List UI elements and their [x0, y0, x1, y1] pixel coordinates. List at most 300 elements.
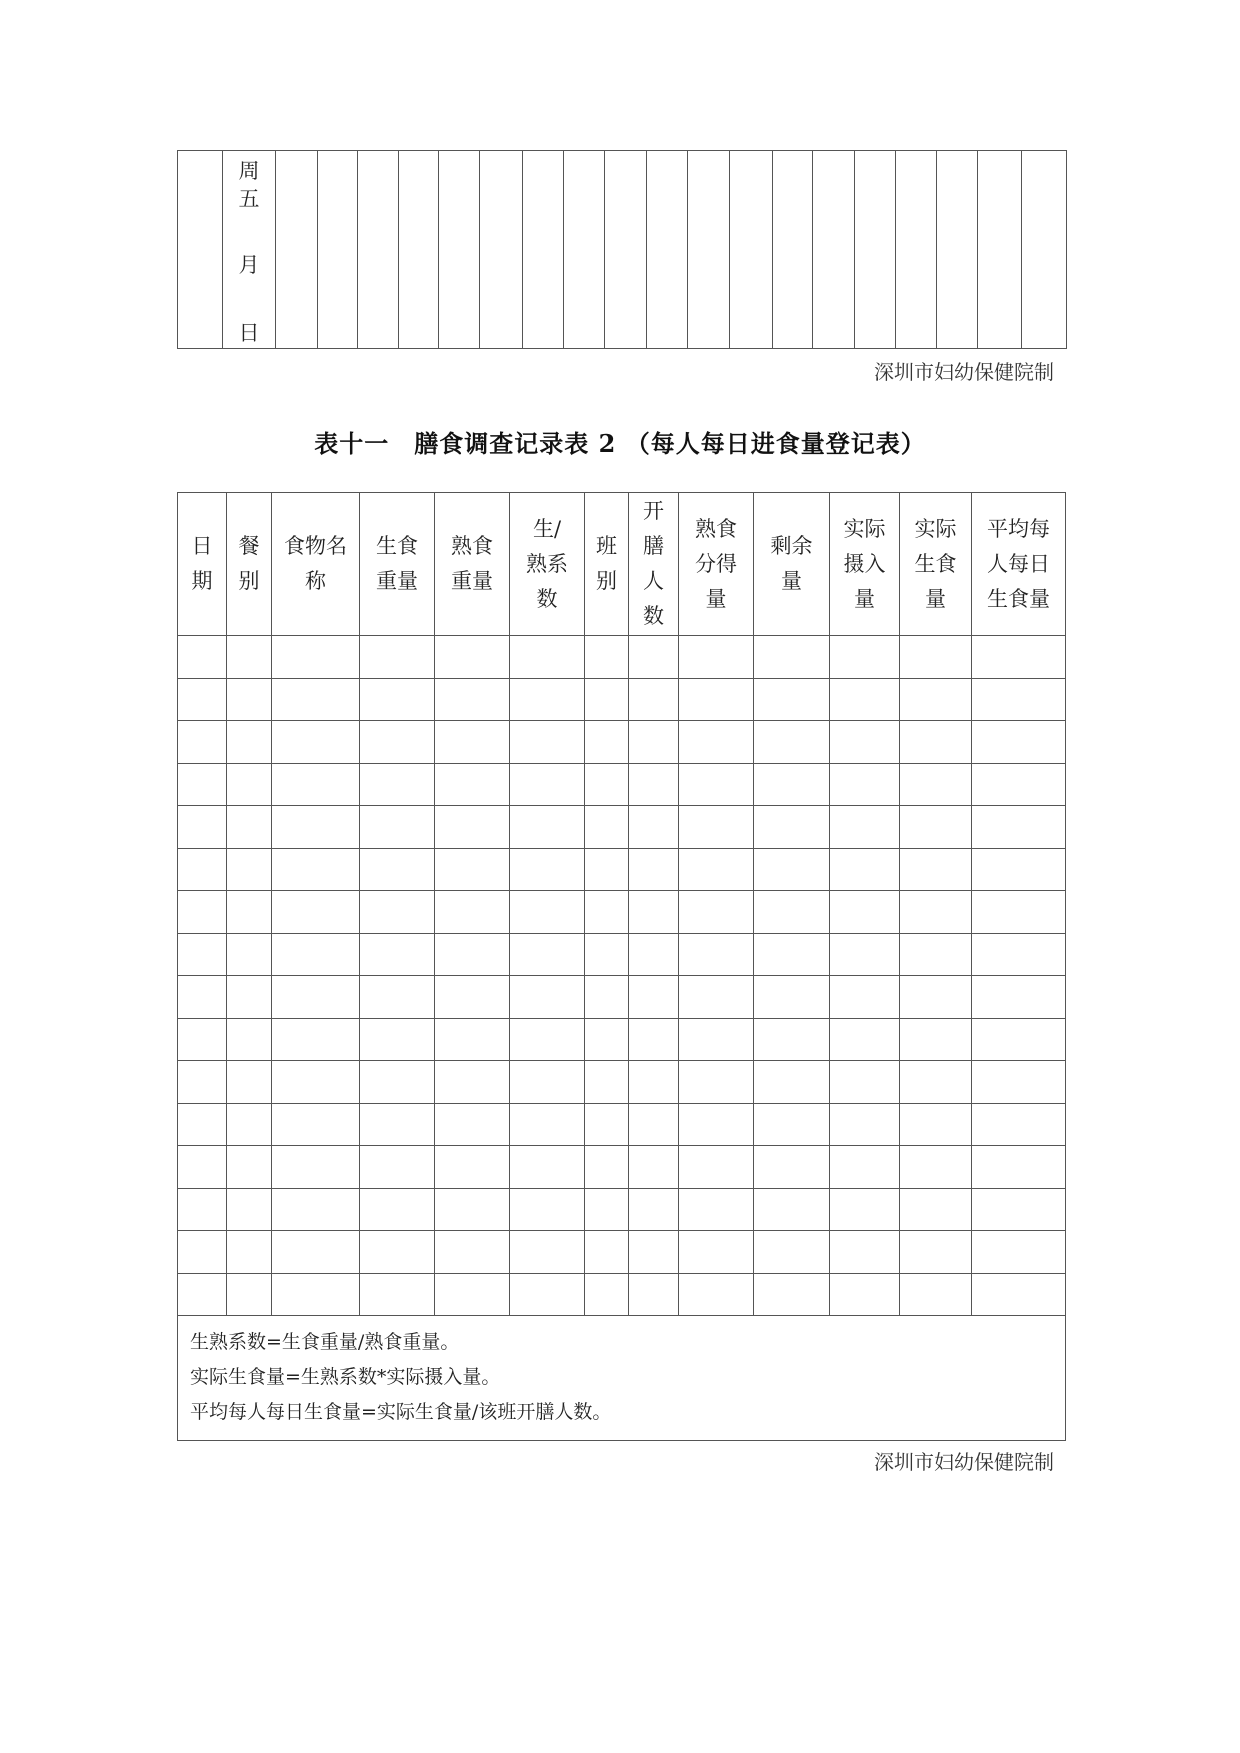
entry-cell[interactable] [972, 763, 1066, 806]
entry-cell[interactable] [679, 763, 754, 806]
entry-cell[interactable] [679, 1103, 754, 1146]
entry-cell[interactable] [754, 1103, 830, 1146]
empty-cell [730, 151, 772, 349]
entry-cell[interactable] [972, 678, 1066, 721]
entry-cell[interactable] [679, 1188, 754, 1231]
empty-cell [646, 151, 687, 349]
entry-cell[interactable] [585, 721, 629, 764]
column-header-line: 日 [191, 534, 213, 558]
entry-cell[interactable] [510, 806, 585, 849]
entry-cell[interactable] [510, 636, 585, 679]
column-header-line: 生食 [376, 534, 418, 558]
day-cell [223, 151, 275, 349]
entry-cell[interactable] [435, 1146, 510, 1189]
entry-cell[interactable] [900, 763, 972, 806]
empty-cell [978, 151, 1022, 349]
table-row [178, 1273, 1066, 1316]
column-header-line: 量 [925, 586, 946, 611]
entry-cell[interactable] [360, 636, 435, 679]
entry-cell[interactable] [972, 636, 1066, 679]
entry-cell[interactable] [360, 678, 435, 721]
empty-cell [178, 151, 223, 349]
entry-cell[interactable] [754, 933, 830, 976]
weekly-record-table-continued [177, 150, 1067, 349]
entry-cell[interactable] [679, 848, 754, 891]
entry-cell[interactable] [227, 636, 272, 679]
column-header [900, 493, 972, 636]
entry-cell[interactable] [510, 1018, 585, 1061]
entry-cell[interactable] [360, 1018, 435, 1061]
entry-cell[interactable] [629, 1273, 679, 1316]
entry-cell[interactable] [360, 806, 435, 849]
entry-cell[interactable] [972, 1231, 1066, 1274]
table-row [178, 1231, 1066, 1274]
entry-cell[interactable] [679, 891, 754, 934]
entry-cell[interactable] [585, 1188, 629, 1231]
entry-cell[interactable] [679, 678, 754, 721]
entry-cell[interactable] [227, 721, 272, 764]
entry-cell[interactable] [272, 1188, 360, 1231]
column-header [972, 493, 1066, 636]
entry-cell[interactable] [435, 1103, 510, 1146]
entry-cell[interactable] [754, 763, 830, 806]
entry-cell[interactable] [227, 848, 272, 891]
entry-cell[interactable] [679, 1018, 754, 1061]
entry-cell[interactable] [629, 763, 679, 806]
entry-cell[interactable] [178, 678, 227, 721]
entry-cell[interactable] [900, 636, 972, 679]
entry-cell[interactable] [754, 1146, 830, 1189]
entry-cell[interactable] [272, 848, 360, 891]
entry-cell[interactable] [830, 1188, 900, 1231]
formula-notes [178, 1316, 1066, 1441]
entry-cell[interactable] [754, 636, 830, 679]
empty-cell [772, 151, 812, 349]
entry-cell[interactable] [360, 721, 435, 764]
table-row [178, 933, 1066, 976]
entry-cell[interactable] [178, 636, 227, 679]
entry-cell[interactable] [227, 1061, 272, 1104]
table-row [178, 678, 1066, 721]
entry-cell[interactable] [178, 1231, 227, 1274]
entry-cell[interactable] [972, 933, 1066, 976]
formula-note: 实际生食量=生熟系数*实际摄入量。 [190, 1366, 501, 1388]
column-header-line: 平均每 [987, 516, 1050, 541]
entry-cell[interactable] [629, 933, 679, 976]
entry-cell[interactable] [629, 1231, 679, 1274]
table-row [178, 636, 1066, 679]
entry-cell[interactable] [754, 1018, 830, 1061]
entry-cell[interactable] [178, 1103, 227, 1146]
entry-cell[interactable] [227, 1231, 272, 1274]
entry-cell[interactable] [830, 891, 900, 934]
entry-cell[interactable] [972, 1146, 1066, 1189]
entry-cell[interactable] [178, 1018, 227, 1061]
entry-cell[interactable] [227, 1188, 272, 1231]
entry-cell[interactable] [360, 1188, 435, 1231]
column-header-line: 分得 [695, 551, 737, 576]
column-header-line: 数 [643, 604, 664, 628]
entry-cell[interactable] [435, 1273, 510, 1316]
entry-cell[interactable] [900, 1188, 972, 1231]
entry-cell[interactable] [830, 1018, 900, 1061]
friday-row [178, 151, 1067, 349]
entry-cell[interactable] [272, 806, 360, 849]
column-header-line: 餐 [238, 534, 260, 558]
empty-cell [318, 151, 358, 349]
table-title: 表十一 膳食调查记录表 2 （每人每日进食量登记表） [314, 429, 926, 458]
entry-cell[interactable] [629, 1061, 679, 1104]
entry-cell[interactable] [435, 976, 510, 1019]
entry-cell[interactable] [972, 976, 1066, 1019]
entry-cell[interactable] [435, 933, 510, 976]
entry-cell[interactable] [585, 763, 629, 806]
entry-cell[interactable] [754, 678, 830, 721]
entry-cell[interactable] [972, 1061, 1066, 1104]
column-header-line: 别 [238, 569, 260, 593]
entry-cell[interactable] [585, 1273, 629, 1316]
entry-cell[interactable] [830, 721, 900, 764]
entry-cell[interactable] [679, 1273, 754, 1316]
entry-cell[interactable] [830, 1061, 900, 1104]
entry-cell[interactable] [435, 806, 510, 849]
entry-cell[interactable] [830, 806, 900, 849]
entry-cell[interactable] [900, 806, 972, 849]
notes-row [178, 1316, 1066, 1441]
entry-cell[interactable] [679, 806, 754, 849]
column-header-line: 实际 [914, 516, 957, 541]
entry-cell[interactable] [435, 721, 510, 764]
entry-cell[interactable] [900, 933, 972, 976]
empty-cell [687, 151, 729, 349]
entry-cell[interactable] [510, 721, 585, 764]
table-row [178, 1146, 1066, 1189]
empty-cell [855, 151, 895, 349]
entry-cell[interactable] [830, 933, 900, 976]
entry-cell[interactable] [679, 976, 754, 1019]
table-row [178, 1103, 1066, 1146]
table-row [178, 848, 1066, 891]
day-label-char: 日 [238, 321, 260, 345]
entry-cell[interactable] [510, 848, 585, 891]
entry-cell[interactable] [679, 1146, 754, 1189]
entry-cell[interactable] [360, 1146, 435, 1189]
column-header-line: 剩余 [770, 534, 813, 558]
entry-cell[interactable] [830, 1103, 900, 1146]
column-header [227, 493, 272, 636]
entry-cell[interactable] [585, 1146, 629, 1189]
entry-cell[interactable] [585, 976, 629, 1019]
column-header-line: 重量 [451, 569, 493, 593]
entry-cell[interactable] [360, 1103, 435, 1146]
entry-cell[interactable] [227, 678, 272, 721]
column-header-line: 期 [191, 569, 213, 593]
entry-cell[interactable] [272, 1273, 360, 1316]
entry-cell[interactable] [178, 721, 227, 764]
column-header-line: 实际 [843, 516, 886, 541]
entry-cell[interactable] [585, 1061, 629, 1104]
column-header-line: 熟食 [695, 516, 737, 541]
entry-cell[interactable] [178, 806, 227, 849]
empty-cell [398, 151, 438, 349]
column-header-line: 生食量 [987, 586, 1050, 611]
entry-cell[interactable] [435, 1188, 510, 1231]
empty-cell [275, 151, 317, 349]
entry-cell[interactable] [679, 636, 754, 679]
entry-cell[interactable] [272, 721, 360, 764]
entry-cell[interactable] [585, 678, 629, 721]
entry-cell[interactable] [178, 1273, 227, 1316]
entry-cell[interactable] [272, 1018, 360, 1061]
entry-cell[interactable] [972, 806, 1066, 849]
entry-cell[interactable] [227, 1018, 272, 1061]
table-row [178, 806, 1066, 849]
column-header-line: 摄入 [843, 551, 886, 576]
entry-cell[interactable] [178, 1061, 227, 1104]
column-header [830, 493, 900, 636]
entry-cell[interactable] [360, 933, 435, 976]
column-header-line: 生/ [532, 516, 562, 541]
empty-cell [1022, 151, 1067, 349]
entry-cell[interactable] [585, 933, 629, 976]
entry-cell[interactable] [178, 933, 227, 976]
entry-cell[interactable] [830, 1146, 900, 1189]
entry-cell[interactable] [754, 806, 830, 849]
entry-cell[interactable] [754, 721, 830, 764]
entry-cell[interactable] [629, 1188, 679, 1231]
table-row [178, 721, 1066, 764]
column-header [754, 493, 830, 636]
entry-cell[interactable] [629, 976, 679, 1019]
column-header-line: 班 [596, 534, 617, 558]
column-header [178, 493, 227, 636]
column-header-line: 别 [596, 569, 617, 593]
table-row [178, 1188, 1066, 1231]
column-header-line: 称 [305, 569, 326, 593]
entry-cell[interactable] [510, 1146, 585, 1189]
entry-cell[interactable] [227, 1273, 272, 1316]
source-note: 深圳市妇幼保健院制 [874, 360, 1054, 384]
entry-cell[interactable] [900, 1103, 972, 1146]
entry-cell[interactable] [830, 636, 900, 679]
column-header [272, 493, 360, 636]
column-header-line: 熟系 [526, 551, 568, 576]
entry-cell[interactable] [178, 976, 227, 1019]
entry-cell[interactable] [754, 1061, 830, 1104]
empty-cell [563, 151, 604, 349]
entry-cell[interactable] [900, 976, 972, 1019]
column-header-line: 食物名 [284, 534, 347, 558]
table-row [178, 1018, 1066, 1061]
entry-cell[interactable] [178, 1188, 227, 1231]
entry-cell[interactable] [227, 976, 272, 1019]
table-header-row [178, 493, 1066, 636]
entry-cell[interactable] [272, 1231, 360, 1274]
entry-cell[interactable] [435, 1061, 510, 1104]
entry-cell[interactable] [227, 806, 272, 849]
entry-cell[interactable] [272, 933, 360, 976]
entry-cell[interactable] [972, 1103, 1066, 1146]
empty-cell [936, 151, 977, 349]
formula-note: 平均每人每日生食量=实际生食量/该班开膳人数。 [190, 1401, 612, 1423]
day-label-char: 月 [238, 253, 260, 277]
table-row [178, 891, 1066, 934]
entry-cell[interactable] [900, 848, 972, 891]
entry-cell[interactable] [360, 891, 435, 934]
entry-cell[interactable] [360, 1273, 435, 1316]
entry-cell[interactable] [679, 1231, 754, 1274]
entry-cell[interactable] [178, 891, 227, 934]
entry-cell[interactable] [830, 976, 900, 1019]
entry-cell[interactable] [629, 1146, 679, 1189]
entry-cell[interactable] [435, 763, 510, 806]
entry-cell[interactable] [900, 891, 972, 934]
entry-cell[interactable] [830, 678, 900, 721]
column-header [360, 493, 435, 636]
entry-cell[interactable] [227, 933, 272, 976]
entry-cell[interactable] [679, 721, 754, 764]
entry-cell[interactable] [900, 1146, 972, 1189]
entry-cell[interactable] [178, 1146, 227, 1189]
entry-cell[interactable] [972, 1188, 1066, 1231]
column-header-line: 熟食 [451, 534, 493, 558]
day-label-char: 五 [238, 187, 260, 211]
entry-cell[interactable] [510, 891, 585, 934]
entry-cell[interactable] [435, 1231, 510, 1274]
entry-cell[interactable] [435, 1018, 510, 1061]
entry-cell[interactable] [510, 1231, 585, 1274]
entry-cell[interactable] [754, 891, 830, 934]
entry-cell[interactable] [272, 763, 360, 806]
entry-cell[interactable] [510, 933, 585, 976]
column-header [585, 493, 629, 636]
entry-cell[interactable] [360, 763, 435, 806]
column-header-line: 人 [643, 569, 664, 593]
entry-cell[interactable] [178, 848, 227, 891]
entry-cell[interactable] [510, 1103, 585, 1146]
entry-cell[interactable] [972, 848, 1066, 891]
entry-cell[interactable] [585, 1103, 629, 1146]
entry-cell[interactable] [272, 636, 360, 679]
entry-cell[interactable] [679, 933, 754, 976]
entry-cell[interactable] [227, 763, 272, 806]
day-label-char: 周 [238, 159, 260, 183]
entry-cell[interactable] [227, 1146, 272, 1189]
column-header-line: 开 [643, 499, 664, 523]
column-header-line: 膳 [643, 534, 664, 558]
entry-cell[interactable] [679, 1061, 754, 1104]
entry-cell[interactable] [629, 636, 679, 679]
entry-cell[interactable] [510, 976, 585, 1019]
entry-cell[interactable] [900, 721, 972, 764]
entry-cell[interactable] [900, 1273, 972, 1316]
entry-cell[interactable] [830, 1231, 900, 1274]
entry-cell[interactable] [629, 891, 679, 934]
entry-cell[interactable] [435, 891, 510, 934]
entry-cell[interactable] [585, 848, 629, 891]
entry-cell[interactable] [272, 678, 360, 721]
column-header-line: 数 [536, 586, 558, 611]
column-header [510, 493, 585, 636]
entry-cell[interactable] [360, 1231, 435, 1274]
column-header-line: 量 [705, 586, 727, 611]
entry-cell[interactable] [754, 1188, 830, 1231]
entry-cell[interactable] [435, 848, 510, 891]
column-header [435, 493, 510, 636]
empty-cell [895, 151, 936, 349]
entry-cell[interactable] [510, 1273, 585, 1316]
entry-cell[interactable] [972, 891, 1066, 934]
entry-cell[interactable] [585, 806, 629, 849]
entry-cell[interactable] [629, 806, 679, 849]
entry-cell[interactable] [754, 1231, 830, 1274]
entry-cell[interactable] [585, 1231, 629, 1274]
entry-cell[interactable] [830, 848, 900, 891]
entry-cell[interactable] [754, 976, 830, 1019]
entry-cell[interactable] [272, 1103, 360, 1146]
entry-cell[interactable] [830, 1273, 900, 1316]
entry-cell[interactable] [972, 721, 1066, 764]
entry-cell[interactable] [585, 891, 629, 934]
entry-cell[interactable] [272, 1061, 360, 1104]
entry-cell[interactable] [510, 1188, 585, 1231]
empty-cell [480, 151, 522, 349]
source-note: 深圳市妇幼保健院制 [874, 1450, 1054, 1474]
entry-cell[interactable] [272, 891, 360, 934]
table-row [178, 763, 1066, 806]
entry-cell[interactable] [272, 1146, 360, 1189]
table-row [178, 976, 1066, 1019]
entry-cell[interactable] [510, 1061, 585, 1104]
entry-cell[interactable] [900, 1231, 972, 1274]
entry-cell[interactable] [754, 1273, 830, 1316]
entry-cell[interactable] [585, 1018, 629, 1061]
entry-cell[interactable] [178, 763, 227, 806]
entry-cell[interactable] [510, 678, 585, 721]
formula-note: 生熟系数=生食重量/熟食重量。 [190, 1331, 460, 1353]
entry-cell[interactable] [272, 976, 360, 1019]
empty-cell [812, 151, 854, 349]
table-row [178, 1061, 1066, 1104]
column-header [629, 493, 679, 636]
column-header-line: 重量 [376, 569, 418, 593]
entry-cell[interactable] [510, 763, 585, 806]
entry-cell[interactable] [227, 891, 272, 934]
entry-cell[interactable] [972, 1273, 1066, 1316]
entry-cell[interactable] [435, 636, 510, 679]
entry-cell[interactable] [900, 1018, 972, 1061]
entry-cell[interactable] [629, 848, 679, 891]
entry-cell[interactable] [227, 1103, 272, 1146]
entry-cell[interactable] [360, 976, 435, 1019]
entry-cell[interactable] [585, 636, 629, 679]
entry-cell[interactable] [830, 763, 900, 806]
entry-cell[interactable] [629, 678, 679, 721]
entry-cell[interactable] [900, 1061, 972, 1104]
entry-cell[interactable] [972, 1018, 1066, 1061]
entry-cell[interactable] [900, 678, 972, 721]
empty-cell [358, 151, 398, 349]
entry-cell[interactable] [360, 848, 435, 891]
empty-cell [522, 151, 563, 349]
entry-cell[interactable] [754, 848, 830, 891]
entry-cell[interactable] [629, 1018, 679, 1061]
entry-cell[interactable] [435, 678, 510, 721]
entry-cell[interactable] [360, 1061, 435, 1104]
entry-cell[interactable] [629, 1103, 679, 1146]
diet-survey-table [177, 492, 1066, 1441]
entry-cell[interactable] [629, 721, 679, 764]
